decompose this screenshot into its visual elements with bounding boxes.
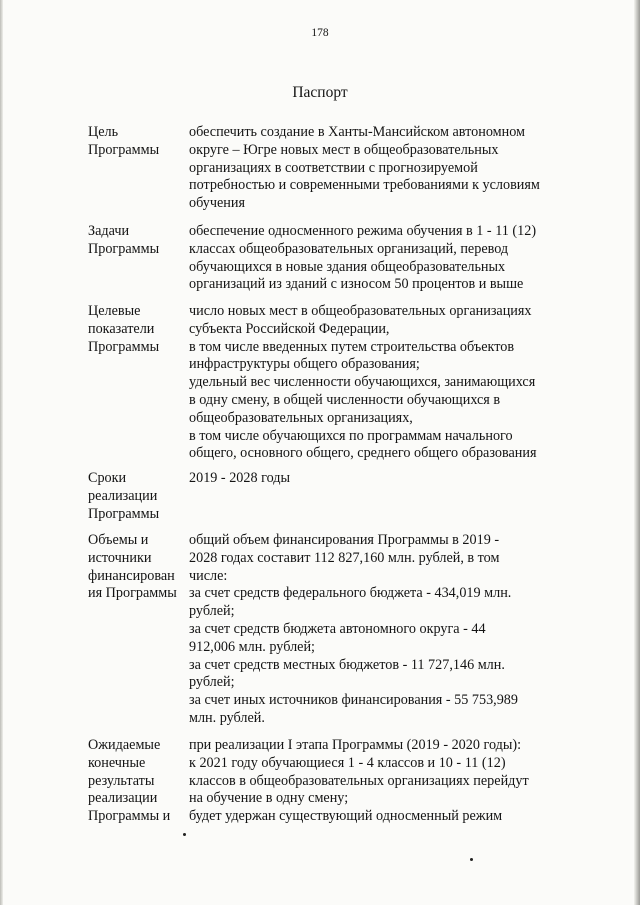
- row-label-expected-results: Ожидаемые конечные результаты реализации Программы и: [88, 737, 171, 825]
- scan-speck: [183, 833, 186, 836]
- scan-edge-right: [634, 0, 640, 905]
- page-number: 178: [311, 27, 329, 39]
- row-content-timeline: 2019 - 2028 годы: [189, 470, 291, 486]
- row-content-indicators: число новых мест в общеобразовательных организациях субъекта Российской Федерации, в том числе введенных путем строительства объектов инфраструктуры общего образования; удельный вес численности обучающихся, занимающихся в одну смену, в общей численности обучающихся в общеобразовательных организациях, в том числе обучающихся по программам начального общего, основного общего, среднего общего образования: [189, 303, 537, 462]
- scan-speck: [470, 858, 473, 861]
- row-label-indicators: Целевые показатели Программы: [88, 303, 160, 355]
- row-label-tasks: Задачи Программы: [88, 223, 160, 257]
- row-content-funding: общий объем финансирования Программы в 2019 - 2028 годах составит 112 827,160 млн. рублей, в том числе: за счет средств федерального бюджета - 434,019 млн. рублей; за счет средств бюджета автономного округа - 44 912,006 млн. рублей; за счет средств местных бюджетов - 11 727,146 млн. рублей; за счет иных источников финансирования - 55 753,989 млн. рублей.: [189, 532, 518, 726]
- row-content-tasks: обеспечение односменного режима обучения в 1 - 11 (12) классах общеобразовательных организаций, перевод обучающихся в новые здания общеобразовательных организаций из зданий с износом 50 процентов и выше: [189, 223, 537, 293]
- row-content-expected-results: при реализации I этапа Программы (2019 - 2020 годы): к 2021 году обучающиеся 1 - 4 классов и 10 - 11 (12) классов в общеобразовательных организациях перейдут на обучение в одну смену; будет удержан существующий односменный режим: [189, 737, 529, 825]
- scan-edge-left: [0, 0, 3, 905]
- document-title: Паспорт: [292, 84, 348, 101]
- row-label-goal: Цель Программы: [88, 124, 160, 158]
- row-label-funding: Объемы и источники финансирован ия Программы: [88, 532, 177, 602]
- row-content-goal: обеспечить создание в Ханты-Мансийском автономном округе – Югре новых мест в общеобразовательных организациях в соответствии с прогнозируемой потребностью и современными требованиями к условиям обучения: [189, 124, 540, 212]
- row-label-timeline: Сроки реализации Программы: [88, 470, 160, 522]
